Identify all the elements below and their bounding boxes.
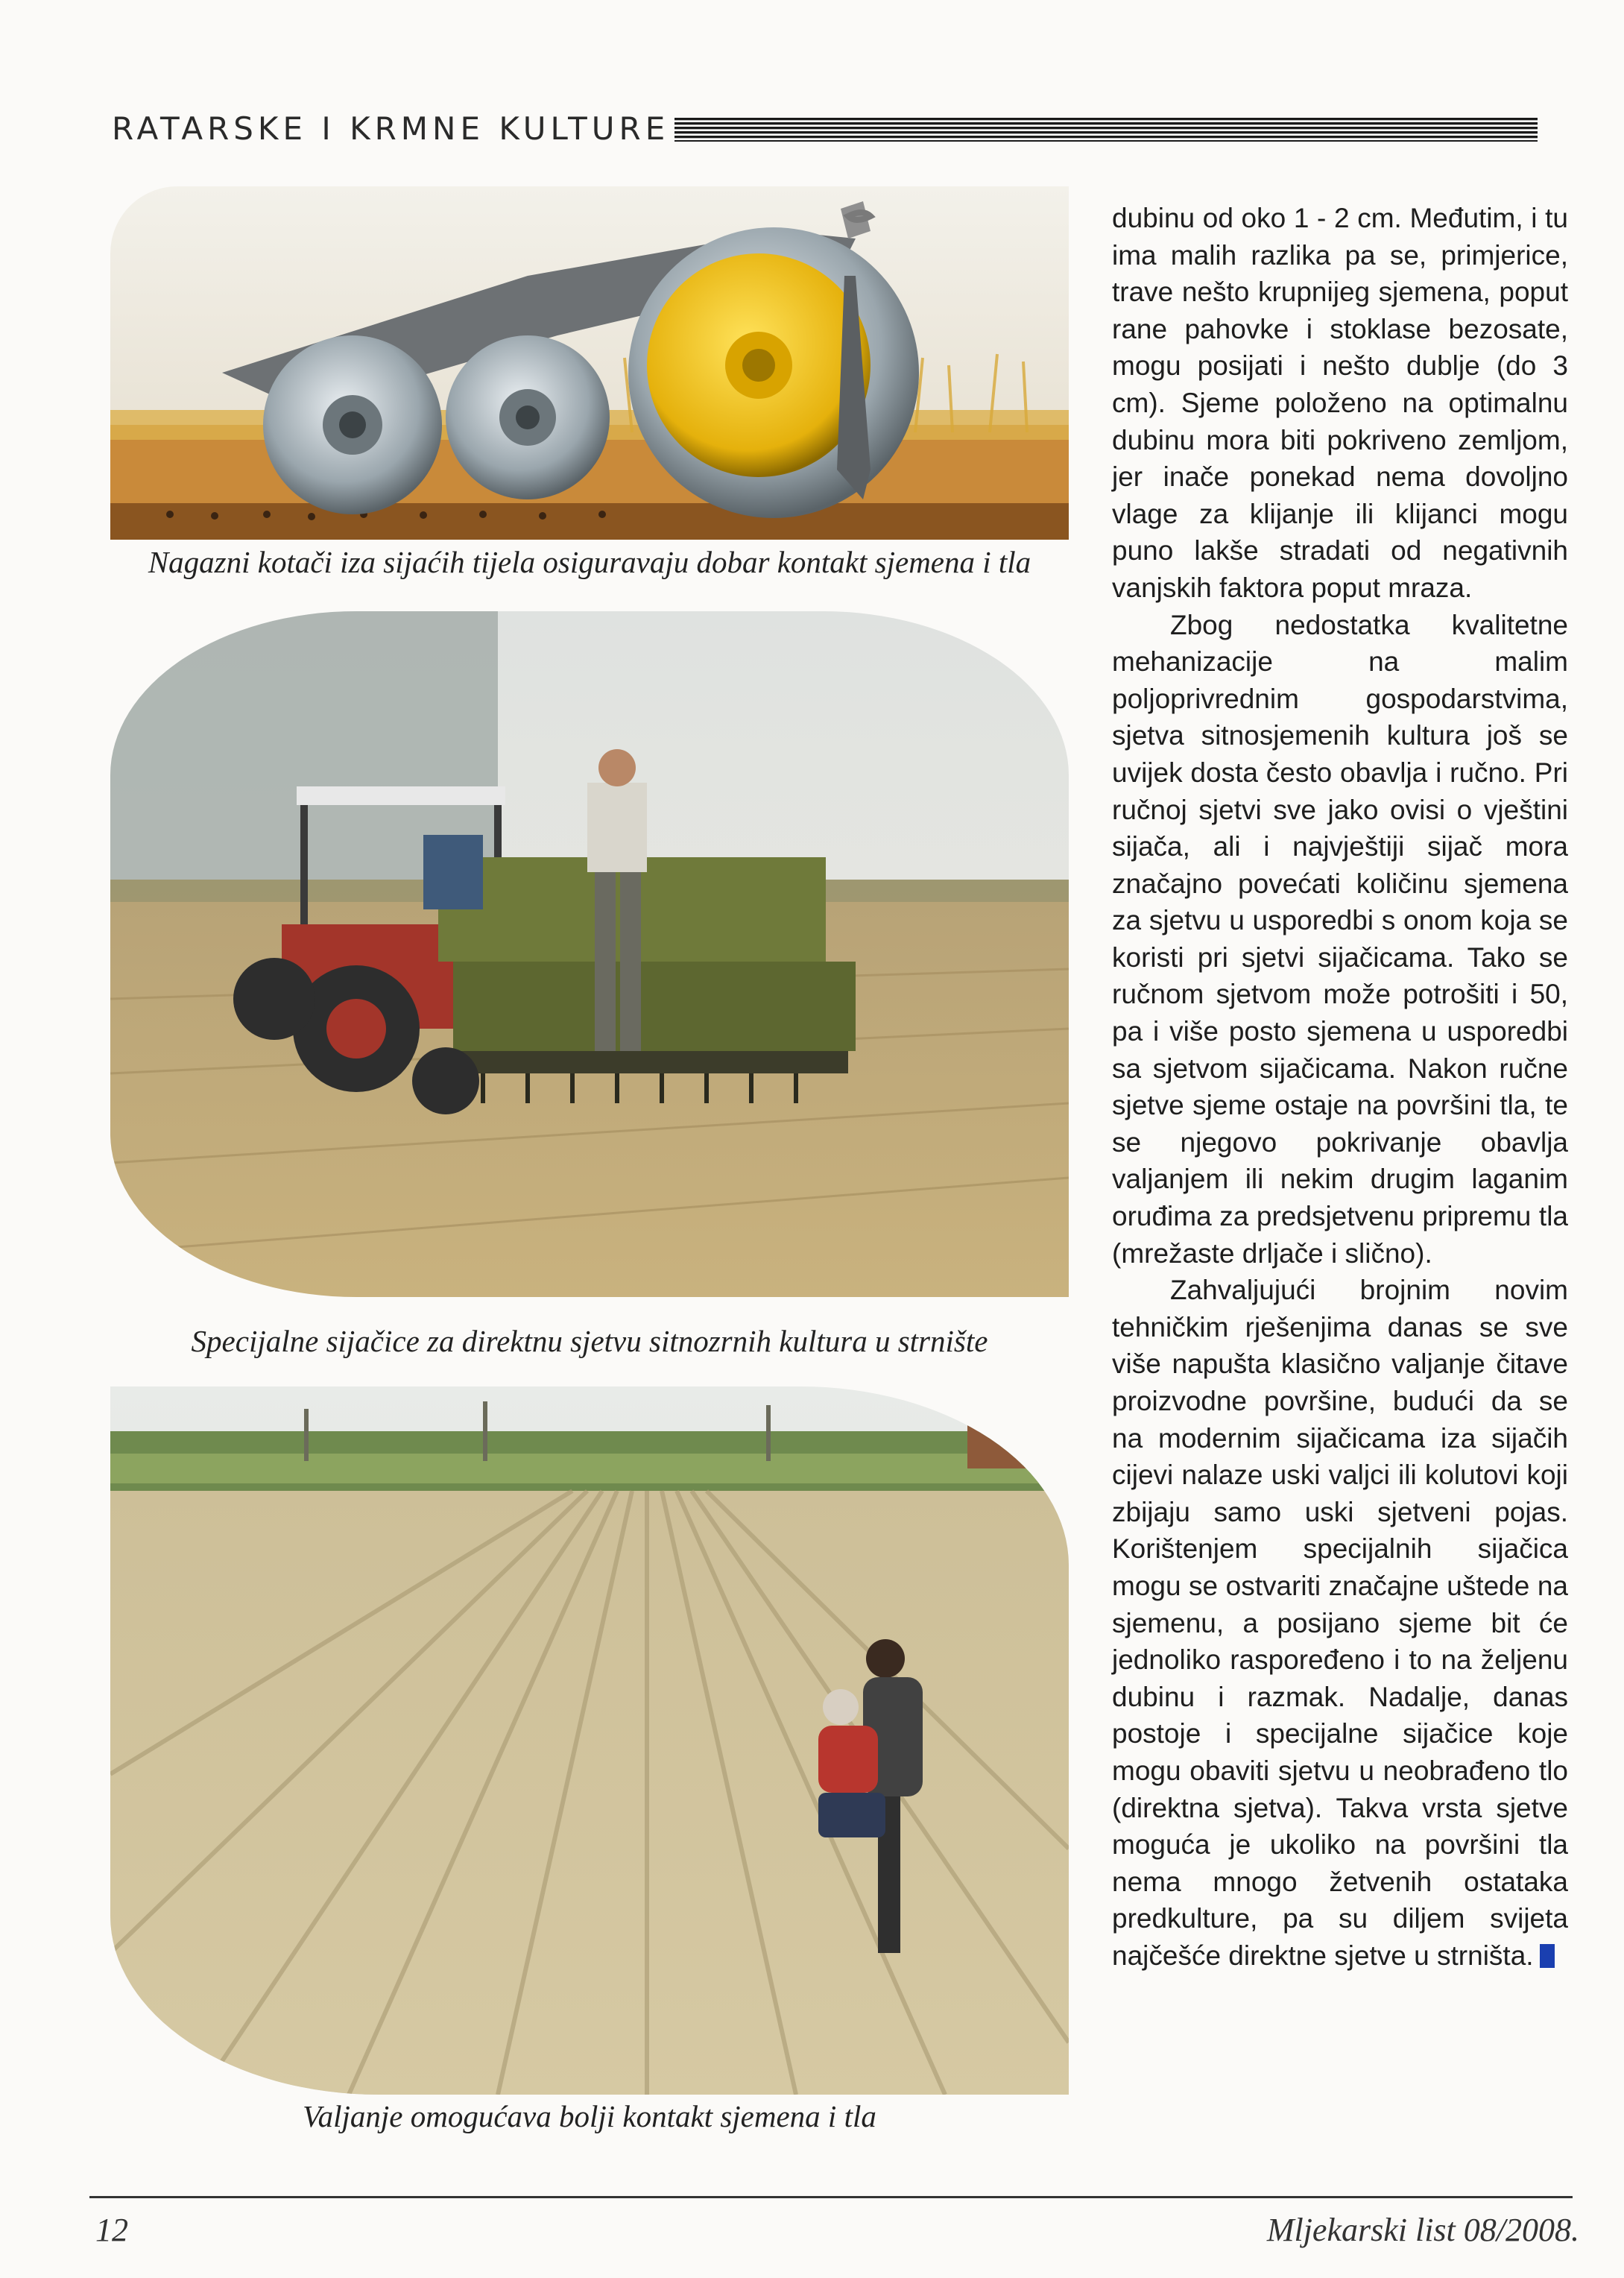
header-rule	[674, 118, 1538, 142]
article-paragraph: Zahvaljujući brojnim novim tehničkim rješenjima danas se sve više napušta klasično valjanje čitave proizvodne površine, budući da se na modernim sijačicama iza sijačih cijevi nalaze uski valjci ili kolutovi koji zbijaju samo uski sjetveni pojas. Korištenjem specijalnih sijačica mogu se ostvariti značajne uštede na sjemenu, a posijano sjeme bit će jednoliko raspoređeno i to na željenu dubinu i razmak. Nadalje, danas postoje i specijalne sijačice koje mogu obaviti sjetvu u neobrađeno tlo (direktna sjetva). Takva vrsta sjetve moguća je ukoliko na površini tla nema mnogo žetvenih ostataka predkulture, pa su diljem svijeta najčešće direktne sjetve u strništa.	[1112, 1275, 1568, 1971]
figure-caption: Specijalne sijačice za direktnu sjetvu sitnozrnih kultura u strnište	[191, 1324, 988, 1358]
figure-caption: Nagazni kotači iza sijaćih tijela osiguravaju dobar kontakt sjemena i tla	[148, 545, 1031, 579]
section-title: RATARSKE I KRMNE KULTURE	[112, 110, 670, 147]
article-paragraph: Zbog nedostatka kvalitetne mehanizacije na malim poljoprivrednim gospodarstvima, sjetva sitnosjemenih kultura još se uvijek dosta često obavlja i ručno. Pri ručnoj sjetvi sve jako ovisi o vještini sijača, ali i najvještiji sijač mora značajno povećati količinu sjemena za sjetvu u usporedbi s onom koja se koristi pri sjetvi sijačicama. Tako se ručnom sjetvom može potrošiti i 50, pa i više posto sjemena u usporedbi sa sjetvom sijačicama. Nakon ručne sjetve sjeme ostaje na površini tla, te se njegovo pokrivanje obavlja valjanjem ili nekim drugim laganim oruđima za predsjetvenu pripremu tla (mrežaste drljače i slično).	[1112, 609, 1568, 1269]
tractor-seed-drill-photo	[110, 611, 1069, 1297]
publication-name: Mljekarski list 08/2008.	[1266, 2212, 1579, 2248]
article-body	[1112, 200, 1568, 1975]
page-number: 12	[95, 2212, 128, 2248]
footer-rule	[89, 2196, 1573, 2198]
end-of-article-mark	[1540, 1944, 1555, 1968]
seed-drill-wheels-photo	[110, 186, 1069, 540]
article-paragraph: dubinu od oko 1 - 2 cm. Međutim, i tu ima malih razlika pa se, primjerice, trave nešto krupnijeg sjemena, poput rane pahovke i stoklase bezosate, mogu posijati i nešto dublje (do 3 cm). Sjeme položeno na optimalnu dubinu mora biti pokriveno zemljom, jer inače ponekad nema dovoljno vlage za klijanje ili klijanci mogu puno lakše stradati od negativnih vanjskih faktora poput mraza.	[1112, 203, 1568, 603]
figure-caption: Valjanje omogućava bolji kontakt sjemena i tla	[303, 2099, 876, 2133]
rolled-field-photo	[110, 1386, 1069, 2095]
